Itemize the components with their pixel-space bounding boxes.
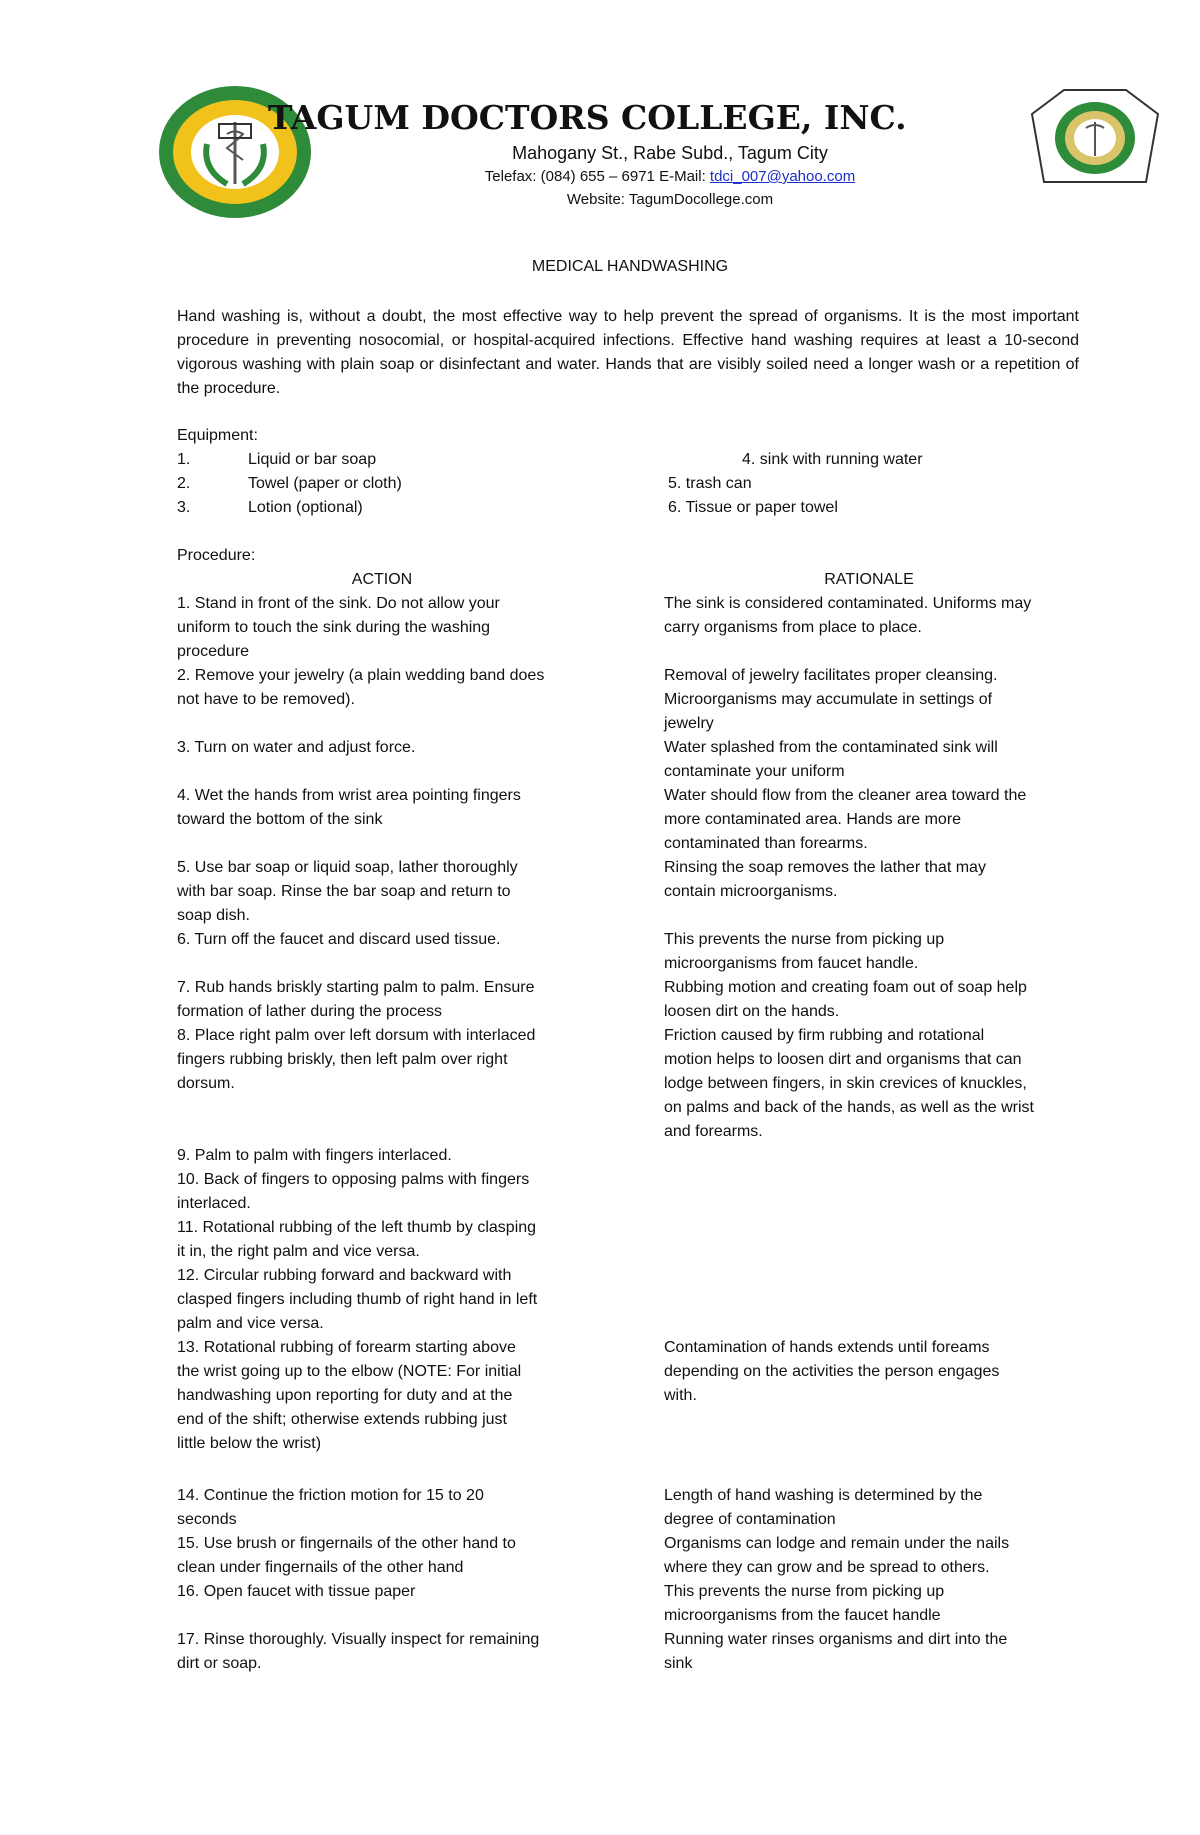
rationale-line: Friction caused by firm rubbing and rotational (664, 1027, 985, 1044)
action-line: 11. Rotational rubbing of the left thumb by clasping (177, 1219, 537, 1236)
rationale-column-header: RATIONALE (824, 571, 914, 588)
action-line: it in, the right palm and vice versa. (177, 1243, 420, 1260)
action-line: 15. Use brush or fingernails of the other hand to (177, 1535, 516, 1552)
action-line: not have to be removed). (177, 691, 355, 708)
rationale-line: lodge between fingers, in skin crevices of knuckles, (664, 1075, 1027, 1092)
action-line: 16. Open faucet with tissue paper (177, 1583, 416, 1600)
action-line: seconds (177, 1511, 237, 1528)
website-text: Website: TagumDocollege.com (566, 191, 774, 208)
rationale-line: sink (664, 1655, 693, 1672)
action-line: procedure (177, 643, 250, 660)
rationale-line: and forearms. (664, 1123, 763, 1140)
action-line: interlaced. (177, 1195, 251, 1212)
action-line: 7. Rub hands briskly starting palm to palm. Ensure (177, 979, 535, 996)
contact-line (0, 168, 1200, 185)
rationale-line: contaminate your uniform (664, 763, 845, 780)
rationale-line: degree of contamination (664, 1511, 836, 1528)
action-line: clasped fingers including thumb of right hand in left (177, 1291, 538, 1308)
equipment-item: 5. trash can (668, 475, 752, 492)
rationale-line: This prevents the nurse from picking up (664, 931, 945, 948)
rationale-line: Water splashed from the contaminated sink will (664, 739, 998, 756)
action-line: clean under fingernails of the other hand (177, 1559, 464, 1576)
action-line: formation of lather during the process (177, 1003, 443, 1020)
equipment-item: 4. sink with running water (742, 451, 923, 468)
equipment-item: Lotion (optional) (248, 499, 363, 516)
action-line: fingers rubbing briskly, then left palm over right (177, 1051, 508, 1068)
action-line: 6. Turn off the faucet and discard used tissue. (177, 931, 501, 948)
action-line: with bar soap. Rinse the bar soap and return to (177, 883, 511, 900)
rationale-line: contain microorganisms. (664, 883, 838, 900)
rationale-line: more contaminated area. Hands are more (664, 811, 962, 828)
action-line: 13. Rotational rubbing of forearm starting above (177, 1339, 516, 1356)
equipment-num: 3. (177, 499, 191, 516)
action-line: 4. Wet the hands from wrist area pointing fingers (177, 787, 521, 804)
action-line: handwashing upon reporting for duty and at the (177, 1387, 513, 1404)
equipment-item: Liquid or bar soap (248, 451, 377, 468)
action-line: end of the shift; otherwise extends rubbing just (177, 1411, 507, 1428)
rationale-line: motion helps to loosen dirt and organisms that can (664, 1051, 1022, 1068)
rationale-line: Water should flow from the cleaner area toward the (664, 787, 1027, 804)
college-address: Mahogany St., Rabe Subd., Tagum City (512, 143, 828, 163)
action-line: 5. Use bar soap or liquid soap, lather thoroughly (177, 859, 518, 876)
action-line: uniform to touch the sink during the washing (177, 619, 491, 636)
action-line: 1. Stand in front of the sink. Do not allow your (177, 595, 500, 612)
equipment-item: Towel (paper or cloth) (248, 475, 402, 492)
action-line: 9. Palm to palm with fingers interlaced. (177, 1147, 452, 1164)
action-line: dirt or soap. (177, 1655, 262, 1672)
rationale-line: Microorganisms may accumulate in settings of (664, 691, 993, 708)
action-line: 2. Remove your jewelry (a plain wedding band does (177, 667, 545, 684)
document-title: MEDICAL HANDWASHING (531, 258, 729, 275)
action-line: toward the bottom of the sink (177, 811, 383, 828)
rationale-line: with. (664, 1387, 697, 1404)
intro-paragraph: Hand washing is, without a doubt, the most effective way to help prevent the spread of organisms. It is the most important procedure in preventing nosocomial, or hospital-acquired infections. Effective hand washing requires at least a 10-second vigorous washing with plain soap or disinfectant and water. Hands that are visibly soiled need a longer wash or a repetition of the procedure. (177, 308, 1079, 397)
rationale-line: Rubbing motion and creating foam out of soap help (664, 979, 1027, 996)
rationale-line: carry organisms from place to place. (664, 619, 922, 636)
action-line: the wrist going up to the elbow (NOTE: For initial (177, 1363, 522, 1380)
rationale-line: contaminated than forearms. (664, 835, 868, 852)
rationale-line: where they can grow and be spread to others. (664, 1559, 990, 1576)
rationale-line: The sink is considered contaminated. Uniforms may (664, 595, 1032, 612)
email-link[interactable]: tdci_007@yahoo.com (709, 168, 856, 185)
rationale-line: Running water rinses organisms and dirt into the (664, 1631, 1008, 1648)
rationale-line: Length of hand washing is determined by the (664, 1487, 983, 1504)
rationale-line: microorganisms from the faucet handle (664, 1607, 941, 1624)
action-line: dorsum. (177, 1075, 235, 1092)
rationale-line: microorganisms from faucet handle. (664, 955, 919, 972)
rationale-line: loosen dirt on the hands. (664, 1003, 840, 1020)
rationale-line: on palms and back of the hands, as well as the wrist (664, 1099, 1034, 1116)
telefax-text: Telefax: (084) 655 – 6971 E-Mail: (484, 168, 710, 185)
equipment-item: 6. Tissue or paper towel (668, 499, 838, 516)
action-line: 10. Back of fingers to opposing palms with fingers (177, 1171, 530, 1188)
action-line: 17. Rinse thoroughly. Visually inspect for remaining (177, 1631, 540, 1648)
rationale-line: This prevents the nurse from picking up (664, 1583, 945, 1600)
rationale-line: depending on the activities the person engages (664, 1363, 1000, 1380)
equipment-label: Equipment: (177, 427, 258, 444)
rationale-line: Contamination of hands extends until foreams (664, 1339, 990, 1356)
rationale-line: Rinsing the soap removes the lather that may (664, 859, 986, 876)
action-column-header: ACTION (351, 571, 413, 588)
action-line: 12. Circular rubbing forward and backward with (177, 1267, 512, 1284)
rationale-line: Removal of jewelry facilitates proper cleansing. (664, 667, 998, 684)
college-name: TAGUM DOCTORS COLLEGE, INC. (268, 98, 907, 137)
procedure-label: Procedure: (177, 547, 256, 564)
rationale-line: Organisms can lodge and remain under the nails (664, 1535, 1010, 1552)
action-line: 14. Continue the friction motion for 15 to 20 (177, 1487, 484, 1504)
equipment-num: 1. (177, 451, 191, 468)
action-line: little below the wrist) (177, 1435, 322, 1452)
action-line: 8. Place right palm over left dorsum with interlaced (177, 1027, 536, 1044)
action-line: soap dish. (177, 907, 250, 924)
equipment-num: 2. (177, 475, 191, 492)
action-line: palm and vice versa. (177, 1315, 324, 1332)
rationale-line: jewelry (664, 715, 714, 732)
action-line: 3. Turn on water and adjust force. (177, 739, 416, 756)
